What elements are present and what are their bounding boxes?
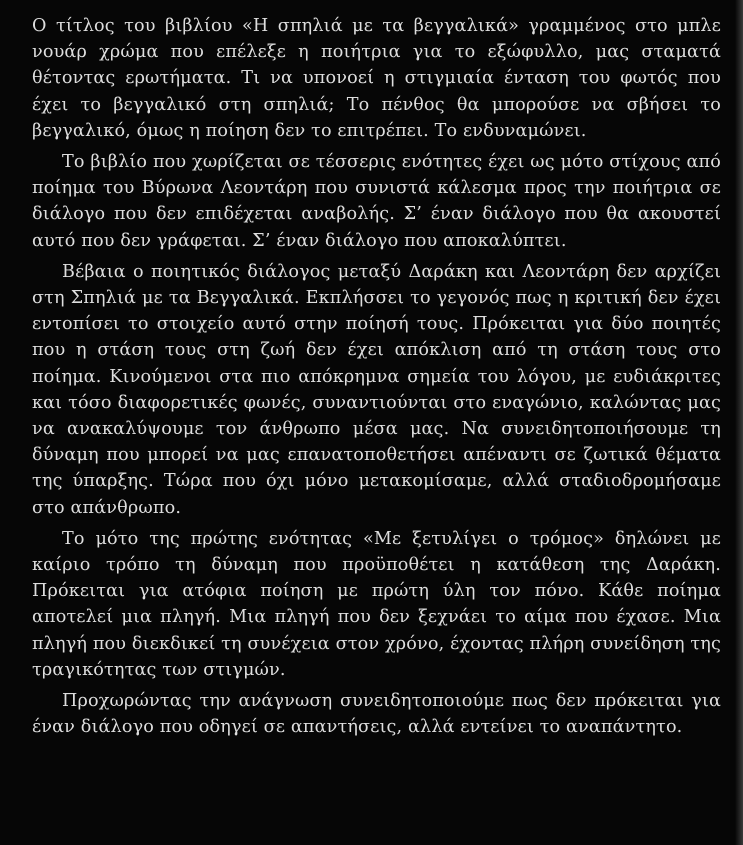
page-edge-shadow	[735, 0, 743, 845]
paragraph-book-motto: Το βιβλίο που χωρίζεται σε τέσσερις ενότητες έχει ως μότο στίχους από ποίημα του Βύρωνα Λεοντάρη που συνιστά κάλεσμα προς την ποιήτρια σε διάλογο που δεν επιδέχεται αναβολής. Σ’ έναν διάλογο που θα ακουστεί αυτό που δεν γράφεται. Σ’ έναν διάλογο που αποκαλύπτει.	[32, 152, 721, 251]
paragraph-poetic-dialogue: Βέβαια ο ποιητικός διάλογος μεταξύ Δαράκη και Λεοντάρη δεν αρχίζει στη Σπηλιά με τα Βεγγαλικά. Εκπλήσσει το γεγονός πως η κριτική δεν έχει εντοπίσει το στοιχείο αυτό στην ποίησή τους. Πρόκειται για δύο ποιητές που η στάση τους στη ζωή δεν έχει απόκλιση από τη στάση τους στο ποίημα. Κινούμενοι στα πιο απόκρημνα σημεία του λόγου, με ευδιάκριτες και τόσο διαφορετικές φωνές, συναντιούνται στο εναγώνιο, καλώντας μας να ανακαλύψουμε τον άνθρωπο μέσα μας. Να συνειδητοποιήσουμε τη δύναμη που μπορεί να μας επανατοποθετήσει απέναντι σε ζωτικά θέματα της ύπαρξης. Τώρα που όχι μόνο μετακομίσαμε, αλλά σταδιοδρομήσαμε στο απάνθρωπο.	[32, 261, 721, 518]
paragraph-title-intro: Ο τίτλος του βιβλίου «Η σπηλιά με τα βεγγαλικά» γραμμένος στο μπλε νουάρ χρώμα που επέλεξε η ποιήτρια για το εξώφυλλο, μας σταματά θέτοντας ερωτήματα. Τι να υπονοεί η στιγμιαία ένταση του φωτός που έχει το βεγγαλικό στη σπηλιά; Το πένθος θα μπορούσε να σβήσει το βεγγαλικό, όμως η ποίηση δεν το επιτρέπει. Το ενδυναμώνει.	[32, 16, 721, 141]
paragraph-reading-conclusion: Προχωρώντας την ανάγνωση συνειδητοποιούμε πως δεν πρόκειται για έναν διάλογο που οδηγεί σε απαντήσεις, αλλά εντείνει το αναπάντητο.	[32, 691, 721, 738]
paragraph-first-section: Το μότο της πρώτης ενότητας «Με ξετυλίγει ο τρόμος» δηλώνει με καίριο τρόπο τη δύναμη που προϋποθέτει η κατάθεση της Δαράκη. Πρόκειται για ατόφια ποίηση με πρώτη ύλη τον πόνο. Κάθε ποίημα αποτελεί μια πληγή. Μια πληγή που δεν ξεχνάει το αίμα που έχασε. Μια πληγή που διεκδικεί τη συνέχεια στον χρόνο, έχοντας πλήρη συνείδηση της τραγικότητας των στιγμών.	[32, 528, 721, 680]
